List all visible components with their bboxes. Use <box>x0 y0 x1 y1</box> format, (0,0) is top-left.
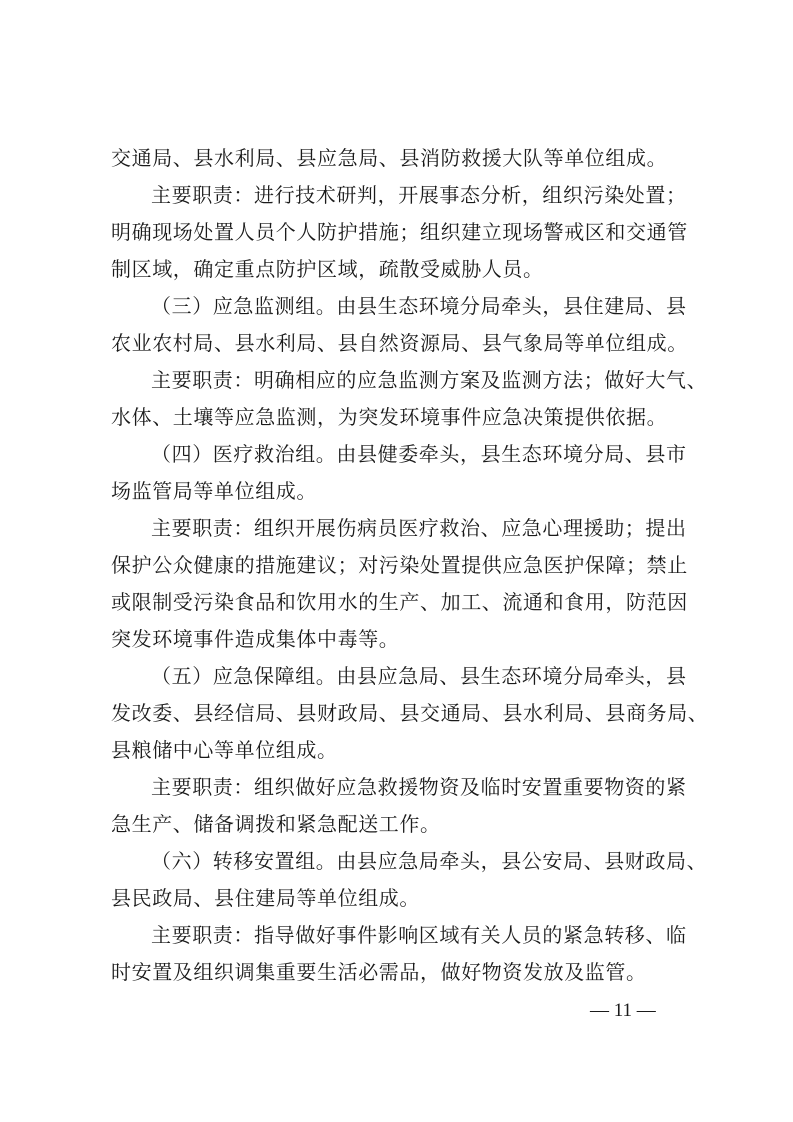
text-line-8: 水体、土壤等应急监测，为突发环境事件应急决策提供依据。 <box>111 405 668 429</box>
text-line-1: 交通局、县水利局、县应急局、县消防救援大队等单位组成。 <box>111 146 668 170</box>
text-line-14: 突发环境事件造成集体中毒等。 <box>111 627 400 651</box>
text-line-18: 主要职责：组织做好应急救援物资及临时安置重要物资的紧 <box>151 775 687 799</box>
text-line-11: 主要职责：组织开展伤病员医疗救治、应急心理援助；提出 <box>151 516 687 540</box>
text-line-10: 场监管局等单位组成。 <box>111 479 317 503</box>
text-line-16: 发改委、县经信局、县财政局、县交通局、县水利局、县商务局、 <box>111 701 709 725</box>
text-line-15: （五）应急保障组。由县应急局、县生态环境分局牵头，县 <box>151 664 687 688</box>
text-line-2: 主要职责：进行技术研判，开展事态分析，组织污染处置； <box>151 183 687 207</box>
text-line-5: （三）应急监测组。由县生态环境分局牵头，县住建局、县 <box>151 294 687 318</box>
text-line-22: 主要职责：指导做好事件影响区域有关人员的紧急转移、临 <box>151 923 687 947</box>
text-line-21: 县民政局、县住建局等单位组成。 <box>111 886 420 910</box>
text-line-9: （四）医疗救治组。由县健委牵头，县生态环境分局、县市 <box>151 442 687 466</box>
text-line-4: 制区域，确定重点防护区域，疏散受威胁人员。 <box>111 257 544 281</box>
text-line-19: 急生产、储备调拨和紧急配送工作。 <box>111 812 441 836</box>
text-line-23: 时安置及组织调集重要生活必需品，做好物资发放及监管。 <box>111 960 647 984</box>
text-line-6: 农业农村局、县水利局、县自然资源局、县气象局等单位组成。 <box>111 331 688 355</box>
text-line-20: （六）转移安置组。由县应急局牵头，县公安局、县财政局、 <box>151 849 708 873</box>
text-line-17: 县粮储中心等单位组成。 <box>111 738 338 762</box>
text-line-7: 主要职责：明确相应的应急监测方案及监测方法；做好大气、 <box>151 368 708 392</box>
text-line-3: 明确现场处置人员个人防护措施；组织建立现场警戒区和交通管 <box>111 220 688 244</box>
text-line-13: 或限制受污染食品和饮用水的生产、加工、流通和食用，防范因 <box>111 590 688 614</box>
body-text <box>111 140 709 991</box>
page-number: — 11 — <box>590 1000 656 1021</box>
text-line-12: 保护公众健康的措施建议；对污染处置提供应急医护保障；禁止 <box>111 553 688 577</box>
